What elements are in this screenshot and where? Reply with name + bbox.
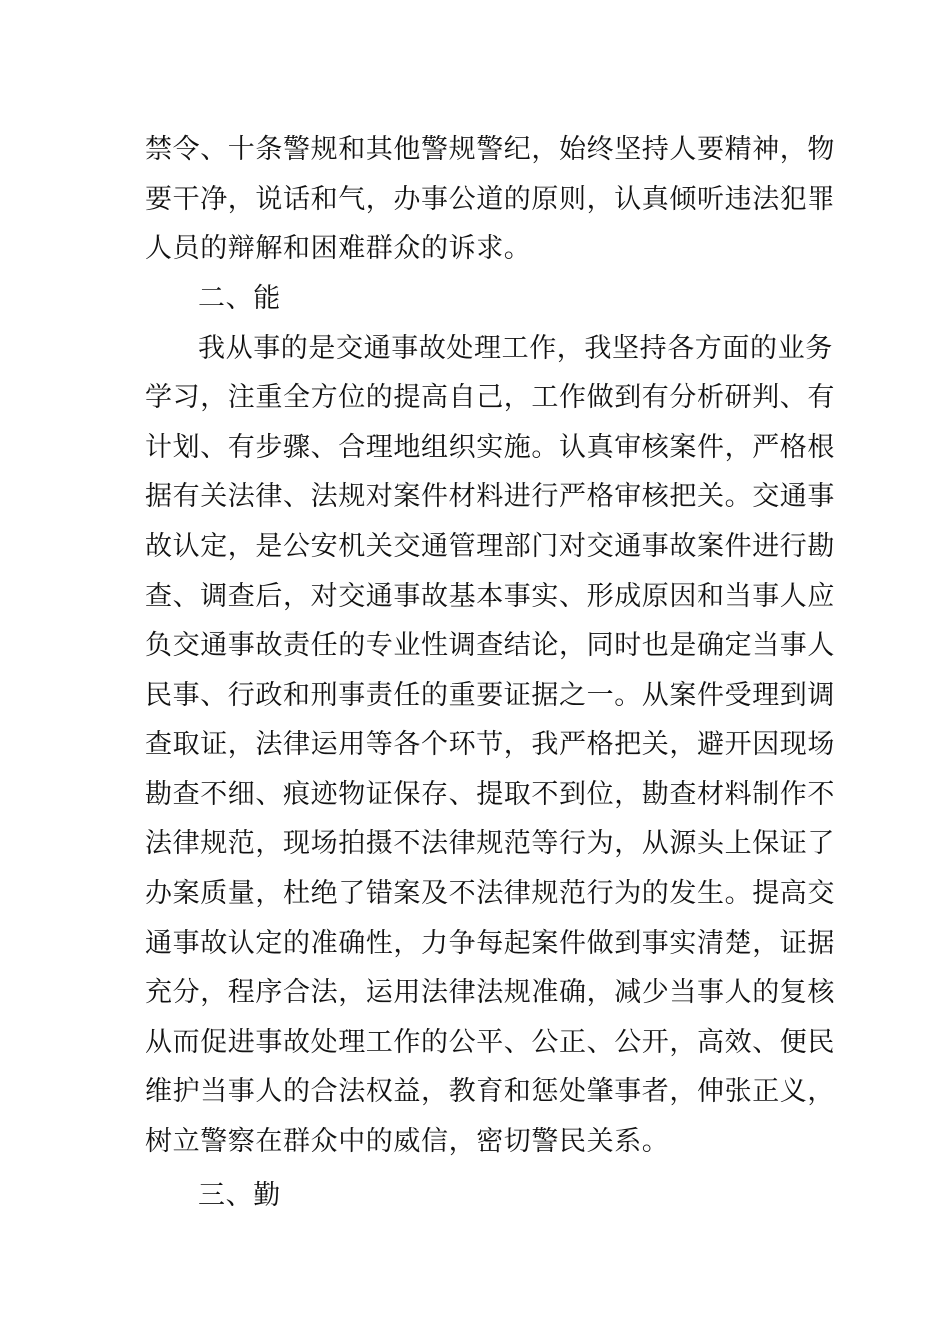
section-heading: 三、勤 bbox=[198, 1180, 281, 1211]
paragraph-line: 通事故认定的准确性，力争每起案件做到事实清楚，证据 bbox=[145, 928, 835, 959]
paragraph-line: 查、调查后，对交通事故基本事实、形成原因和当事人应 bbox=[145, 581, 835, 612]
section-heading: 二、能 bbox=[198, 283, 281, 314]
paragraph-line: 学习，注重全方位的提高自己，工作做到有分析研判、有 bbox=[145, 382, 835, 413]
paragraph-line: 据有关法律、法规对案件材料进行严格审核把关。交通事 bbox=[145, 481, 835, 512]
paragraph-line: 计划、有步骤、合理地组织实施。认真审核案件，严格根 bbox=[145, 432, 835, 463]
paragraph-line: 禁令、十条警规和其他警规警纪，始终坚持人要精神，物 bbox=[145, 134, 835, 165]
paragraph-line: 我从事的是交通事故处理工作，我坚持各方面的业务 bbox=[198, 333, 833, 364]
paragraph-line: 故认定，是公安机关交通管理部门对交通事故案件进行勘 bbox=[145, 531, 835, 562]
paragraph-line: 查取证，法律运用等各个环节，我严格把关，避开因现场 bbox=[145, 729, 835, 760]
paragraph-line: 民事、行政和刑事责任的重要证据之一。从案件受理到调 bbox=[145, 680, 835, 711]
paragraph-line: 要干净，说话和气，办事公道的原则，认真倾听违法犯罪 bbox=[145, 184, 835, 215]
paragraph-line: 办案质量，杜绝了错案及不法律规范行为的发生。提高交 bbox=[145, 878, 835, 909]
paragraph-line: 法律规范，现场拍摄不法律规范等行为，从源头上保证了 bbox=[145, 828, 835, 859]
paragraph-line: 负交通事故责任的专业性调查结论，同时也是确定当事人 bbox=[145, 630, 835, 661]
paragraph-line: 维护当事人的合法权益，教育和惩处肇事者，伸张正义， bbox=[145, 1076, 835, 1107]
paragraph-line: 树立警察在群众中的威信，密切警民关系。 bbox=[145, 1126, 670, 1157]
paragraph-line: 勘查不细、痕迹物证保存、提取不到位，勘查材料制作不 bbox=[145, 779, 835, 810]
paragraph-line: 充分，程序合法，运用法律法规准确，减少当事人的复核 bbox=[145, 977, 835, 1008]
paragraph-line: 从而促进事故处理工作的公平、公正、公开，高效、便民 bbox=[145, 1027, 835, 1058]
paragraph-line: 人员的辩解和困难群众的诉求。 bbox=[145, 233, 532, 264]
